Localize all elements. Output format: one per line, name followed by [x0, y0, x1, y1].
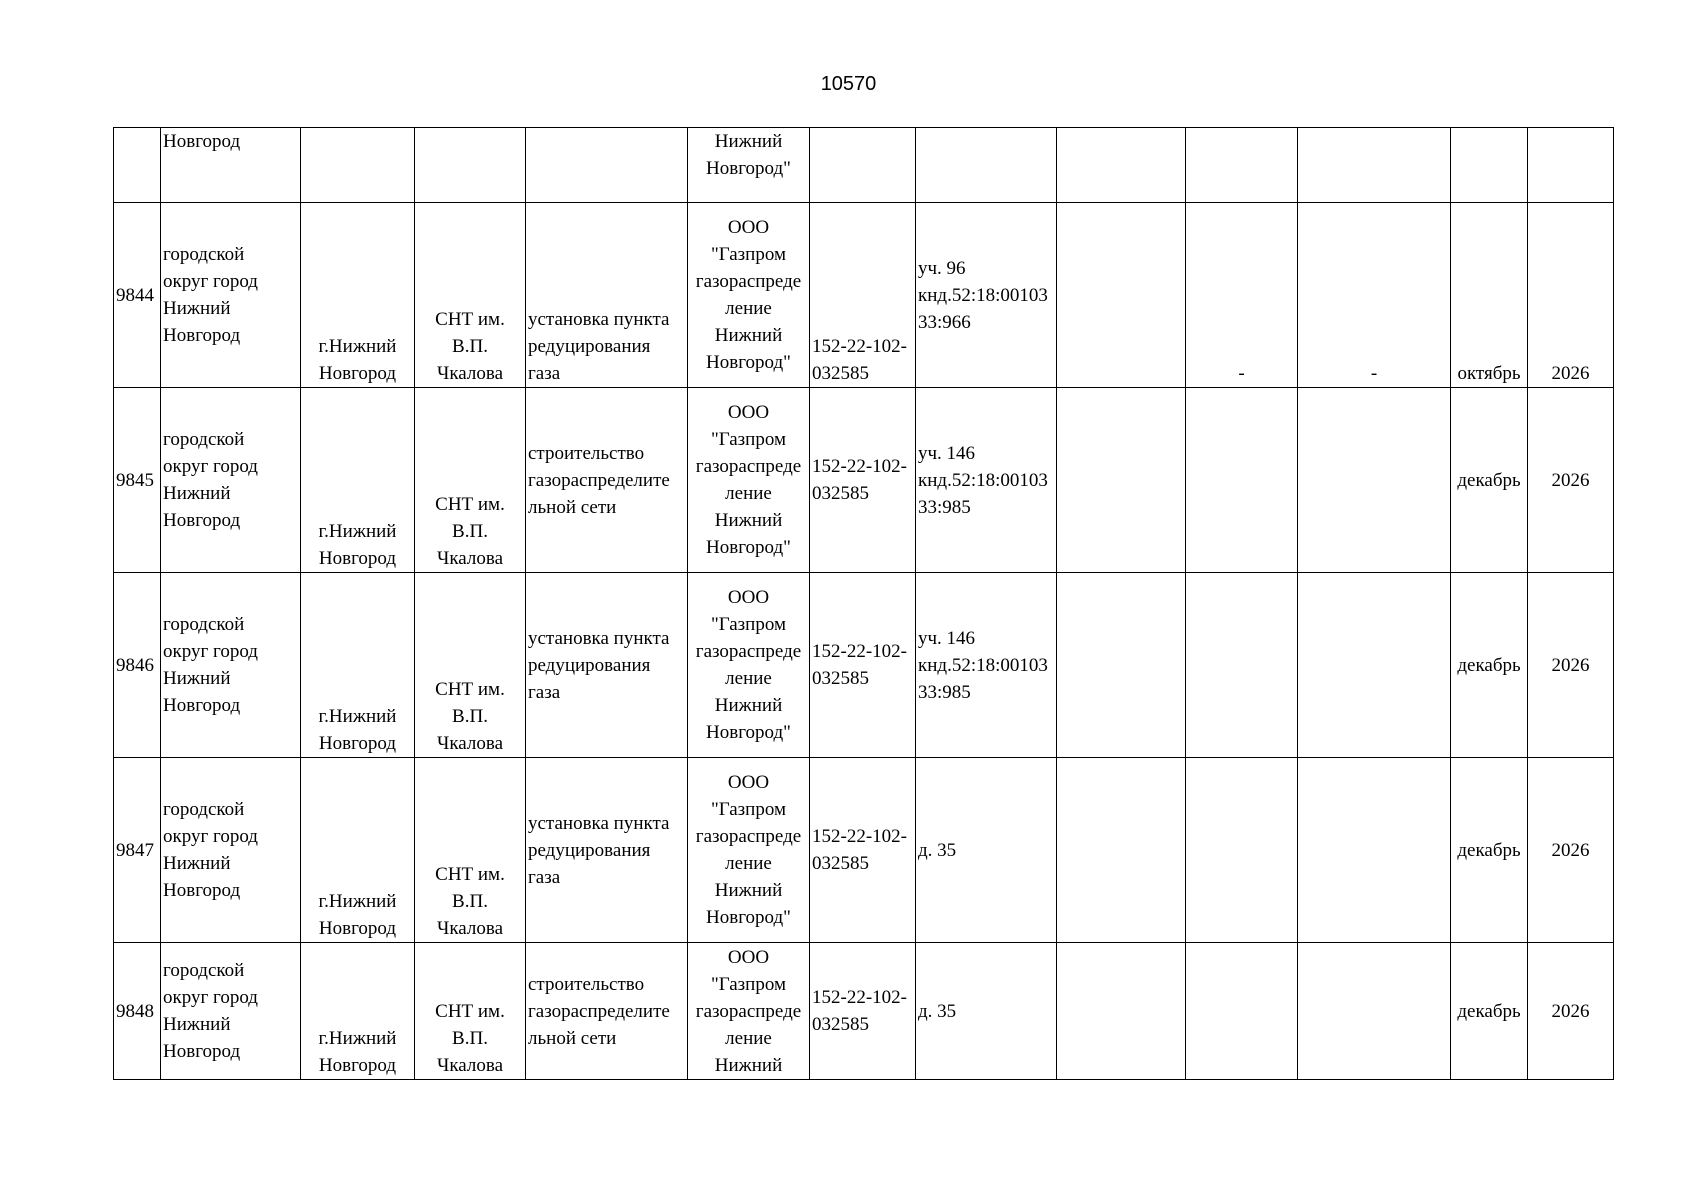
cell-code	[810, 758, 916, 943]
cell-line: округ город	[163, 641, 258, 662]
cell-line: "Газпром	[710, 614, 787, 635]
cell-line: Новгород"	[706, 537, 791, 558]
cell-line: д. 35	[918, 1000, 957, 1022]
cell-district	[161, 203, 301, 388]
cell-city	[301, 203, 415, 388]
cell-col-a: -	[1186, 203, 1298, 388]
cell-line: Новгород	[318, 548, 397, 569]
cell-line: ООО	[727, 402, 770, 423]
cell-place	[415, 573, 526, 758]
cell-line: газа	[528, 681, 561, 703]
cell-code	[810, 203, 916, 388]
cell-line: г.Нижний	[318, 706, 397, 727]
cell-code	[810, 128, 916, 203]
cell-line: 152-22-102-	[812, 336, 907, 357]
cell-line: городской	[163, 614, 245, 635]
cell-line: газораспреде	[695, 456, 802, 477]
cell-place	[415, 128, 526, 203]
cell-line: газа	[528, 363, 561, 384]
cell-line: Нижний	[163, 668, 231, 689]
cell-line: В.П.	[452, 336, 488, 357]
cell-num: 9848	[114, 943, 161, 1080]
cell-month: декабрь	[1451, 573, 1528, 758]
cell-empty-3	[1298, 128, 1451, 203]
cell-line: 33:985	[918, 681, 971, 703]
cell-line: Новгород"	[706, 352, 791, 373]
cell-line: Нижний	[714, 510, 783, 531]
registry-table	[113, 127, 1614, 1080]
cell-line: "Газпром	[710, 244, 787, 265]
cell-line: г.Нижний	[318, 336, 397, 357]
cell-city	[301, 943, 415, 1080]
cell-line: ООО	[727, 217, 770, 238]
cell-line: 152-22-102-	[812, 826, 907, 847]
table-row	[114, 943, 1614, 1080]
cell-year: 2026	[1528, 758, 1614, 943]
cell-line: "Газпром	[710, 429, 787, 450]
cell-line: городской	[163, 799, 245, 820]
cell-place	[415, 943, 526, 1080]
cell-line: 032585	[812, 1014, 869, 1035]
cell-line: 032585	[812, 363, 869, 384]
cell-line: округ город	[163, 456, 258, 477]
cell-district	[161, 943, 301, 1080]
cell-line: Нижний	[163, 483, 231, 504]
cell-line: Чкалова	[436, 733, 504, 754]
cell-line: г.Нижний	[318, 1028, 397, 1049]
cell-month	[1451, 128, 1528, 203]
cell-line: строительство	[528, 973, 645, 995]
cell-line: СНТ им.	[435, 494, 505, 515]
cell-line: редуцирования	[528, 654, 651, 676]
cell-line: Новгород	[163, 880, 241, 901]
cell-line: кнд.52:18:00103	[918, 469, 1048, 491]
cell-line: СНТ им.	[435, 1001, 505, 1022]
cell-line: Нижний	[714, 880, 783, 901]
cell-year: 2026	[1528, 943, 1614, 1080]
cell-organization	[688, 758, 810, 943]
cell-city	[301, 388, 415, 573]
cell-line: 152-22-102-	[812, 987, 907, 1008]
cell-line: 032585	[812, 668, 869, 689]
cell-line: льной сети	[528, 1027, 617, 1049]
cell-num: 9845	[114, 388, 161, 573]
cell-line: 33:966	[918, 311, 971, 333]
cell-col-a	[1186, 388, 1298, 573]
cell-line: городской	[163, 244, 245, 265]
cell-work	[526, 128, 688, 203]
cell-line: 33:985	[918, 496, 971, 518]
cell-line: Нижний	[163, 298, 231, 319]
cell-organization	[688, 943, 810, 1080]
cell-num: 9846	[114, 573, 161, 758]
cell-line: Новгород	[163, 695, 241, 716]
table-row	[114, 203, 1614, 388]
cell-code	[810, 388, 916, 573]
cell-line: кнд.52:18:00103	[918, 654, 1048, 676]
cell-col-b: -	[1298, 203, 1451, 388]
cell-line: Новгород"	[706, 722, 791, 743]
cell-line: газораспреде	[695, 271, 802, 292]
cell-line: СНТ им.	[435, 679, 505, 700]
cell-empty	[1057, 388, 1186, 573]
cell-parcel	[916, 388, 1057, 573]
cell-line: кнд.52:18:00103	[918, 284, 1048, 306]
page-number: 10570	[820, 73, 877, 95]
cell-work	[526, 943, 688, 1080]
cell-code	[810, 573, 916, 758]
cell-line: Новгород"	[706, 907, 791, 928]
cell-year: 2026	[1528, 388, 1614, 573]
cell-line: Новгород	[318, 1055, 397, 1076]
cell-work	[526, 203, 688, 388]
cell-city	[301, 758, 415, 943]
cell-line: ООО	[727, 587, 770, 608]
cell-line: ление	[725, 1027, 772, 1049]
cell-line: Нижний	[714, 325, 783, 346]
cell-line: округ город	[163, 271, 258, 292]
cell-place	[415, 203, 526, 388]
cell-line: редуцирования	[528, 336, 651, 357]
cell-line: газа	[528, 866, 561, 888]
cell-line: Новгород	[163, 325, 241, 346]
cell-line: д. 35	[918, 839, 957, 861]
cell-parcel	[916, 203, 1057, 388]
cell-organization	[688, 203, 810, 388]
cell-place	[415, 758, 526, 943]
cell-line: уч. 96	[918, 257, 966, 279]
cell-line: Новгород"	[706, 158, 791, 179]
cell-work	[526, 758, 688, 943]
cell-empty	[1057, 573, 1186, 758]
cell-line: уч. 146	[918, 442, 976, 464]
cell-empty	[1057, 203, 1186, 388]
cell-line: Нижний	[714, 695, 783, 716]
cell-line: Новгород	[163, 131, 241, 152]
cell-city	[301, 573, 415, 758]
cell-line: городской	[163, 960, 245, 981]
cell-organization	[688, 388, 810, 573]
cell-organization	[688, 128, 810, 203]
cell-line: "Газпром	[710, 973, 787, 995]
cell-line: Чкалова	[436, 363, 504, 384]
cell-line: "Газпром	[710, 799, 787, 820]
cell-line: 032585	[812, 853, 869, 874]
cell-line: Нижний	[163, 1014, 231, 1035]
table-row	[114, 388, 1614, 573]
cell-line: В.П.	[452, 706, 488, 727]
cell-line: г.Нижний	[318, 521, 397, 542]
cell-line: Нижний	[163, 853, 231, 874]
cell-line: установка пункта	[528, 309, 670, 330]
cell-col-a	[1186, 573, 1298, 758]
cell-col-a	[1186, 758, 1298, 943]
cell-line: Нижний	[714, 1054, 783, 1076]
cell-district	[161, 388, 301, 573]
table-row-continuation	[114, 128, 1614, 203]
cell-line: газораспределите	[528, 469, 670, 491]
cell-parcel	[916, 128, 1057, 203]
cell-empty	[1057, 943, 1186, 1080]
cell-parcel	[916, 758, 1057, 943]
cell-line: газораспреде	[695, 826, 802, 847]
cell-line: газораспределите	[528, 1000, 670, 1022]
cell-line: городской	[163, 429, 245, 450]
cell-empty	[1057, 758, 1186, 943]
cell-line: Новгород	[318, 363, 397, 384]
cell-line: В.П.	[452, 1028, 488, 1049]
cell-line: газораспреде	[695, 641, 802, 662]
cell-place	[415, 388, 526, 573]
cell-parcel	[916, 943, 1057, 1080]
cell-line: 152-22-102-	[812, 456, 907, 477]
cell-col-b	[1298, 758, 1451, 943]
cell-month: декабрь	[1451, 758, 1528, 943]
cell-line: ООО	[727, 772, 770, 793]
cell-line: Новгород	[318, 733, 397, 754]
cell-line: уч. 146	[918, 627, 976, 649]
cell-line: Чкалова	[436, 548, 504, 569]
table-row	[114, 573, 1614, 758]
table-row	[114, 758, 1614, 943]
cell-line: округ город	[163, 987, 258, 1008]
cell-line: Чкалова	[436, 1055, 504, 1076]
cell-month: октябрь	[1451, 203, 1528, 388]
cell-empty-1	[1057, 128, 1186, 203]
cell-district	[161, 758, 301, 943]
cell-line: Чкалова	[436, 918, 504, 939]
cell-line: установка пункта	[528, 812, 670, 834]
cell-year	[1528, 128, 1614, 203]
cell-month: декабрь	[1451, 943, 1528, 1080]
cell-num	[114, 128, 161, 203]
cell-col-b	[1298, 943, 1451, 1080]
cell-month: декабрь	[1451, 388, 1528, 573]
cell-line: строительство	[528, 442, 645, 464]
cell-work	[526, 388, 688, 573]
cell-line: 152-22-102-	[812, 641, 907, 662]
cell-line: ООО	[727, 946, 770, 968]
cell-col-a	[1186, 943, 1298, 1080]
cell-line: СНТ им.	[435, 309, 505, 330]
cell-num: 9844	[114, 203, 161, 388]
cell-line: ление	[725, 483, 772, 504]
cell-line: г.Нижний	[318, 891, 397, 912]
cell-year: 2026	[1528, 203, 1614, 388]
cell-line: льной сети	[528, 496, 617, 518]
cell-work	[526, 573, 688, 758]
cell-line: В.П.	[452, 521, 488, 542]
cell-year: 2026	[1528, 573, 1614, 758]
cell-line: СНТ им.	[435, 864, 505, 885]
cell-col-b	[1298, 573, 1451, 758]
cell-organization	[688, 573, 810, 758]
cell-empty-2	[1186, 128, 1298, 203]
cell-line: округ город	[163, 826, 258, 847]
cell-line: В.П.	[452, 891, 488, 912]
cell-line: редуцирования	[528, 839, 651, 861]
cell-district	[161, 573, 301, 758]
table-body	[114, 128, 1614, 1080]
cell-city	[301, 128, 415, 203]
cell-line: Новгород	[318, 918, 397, 939]
cell-line: ление	[725, 668, 772, 689]
cell-parcel	[916, 573, 1057, 758]
cell-line: газораспреде	[695, 1000, 802, 1022]
cell-line: Новгород	[163, 510, 241, 531]
cell-line: ление	[725, 853, 772, 874]
cell-col-b	[1298, 388, 1451, 573]
cell-num: 9847	[114, 758, 161, 943]
cell-line: Новгород	[163, 1041, 241, 1062]
cell-line: 032585	[812, 483, 869, 504]
cell-district	[161, 128, 301, 203]
cell-line: Нижний	[714, 131, 783, 152]
cell-code	[810, 943, 916, 1080]
cell-line: ление	[725, 298, 772, 319]
cell-line: установка пункта	[528, 627, 670, 649]
